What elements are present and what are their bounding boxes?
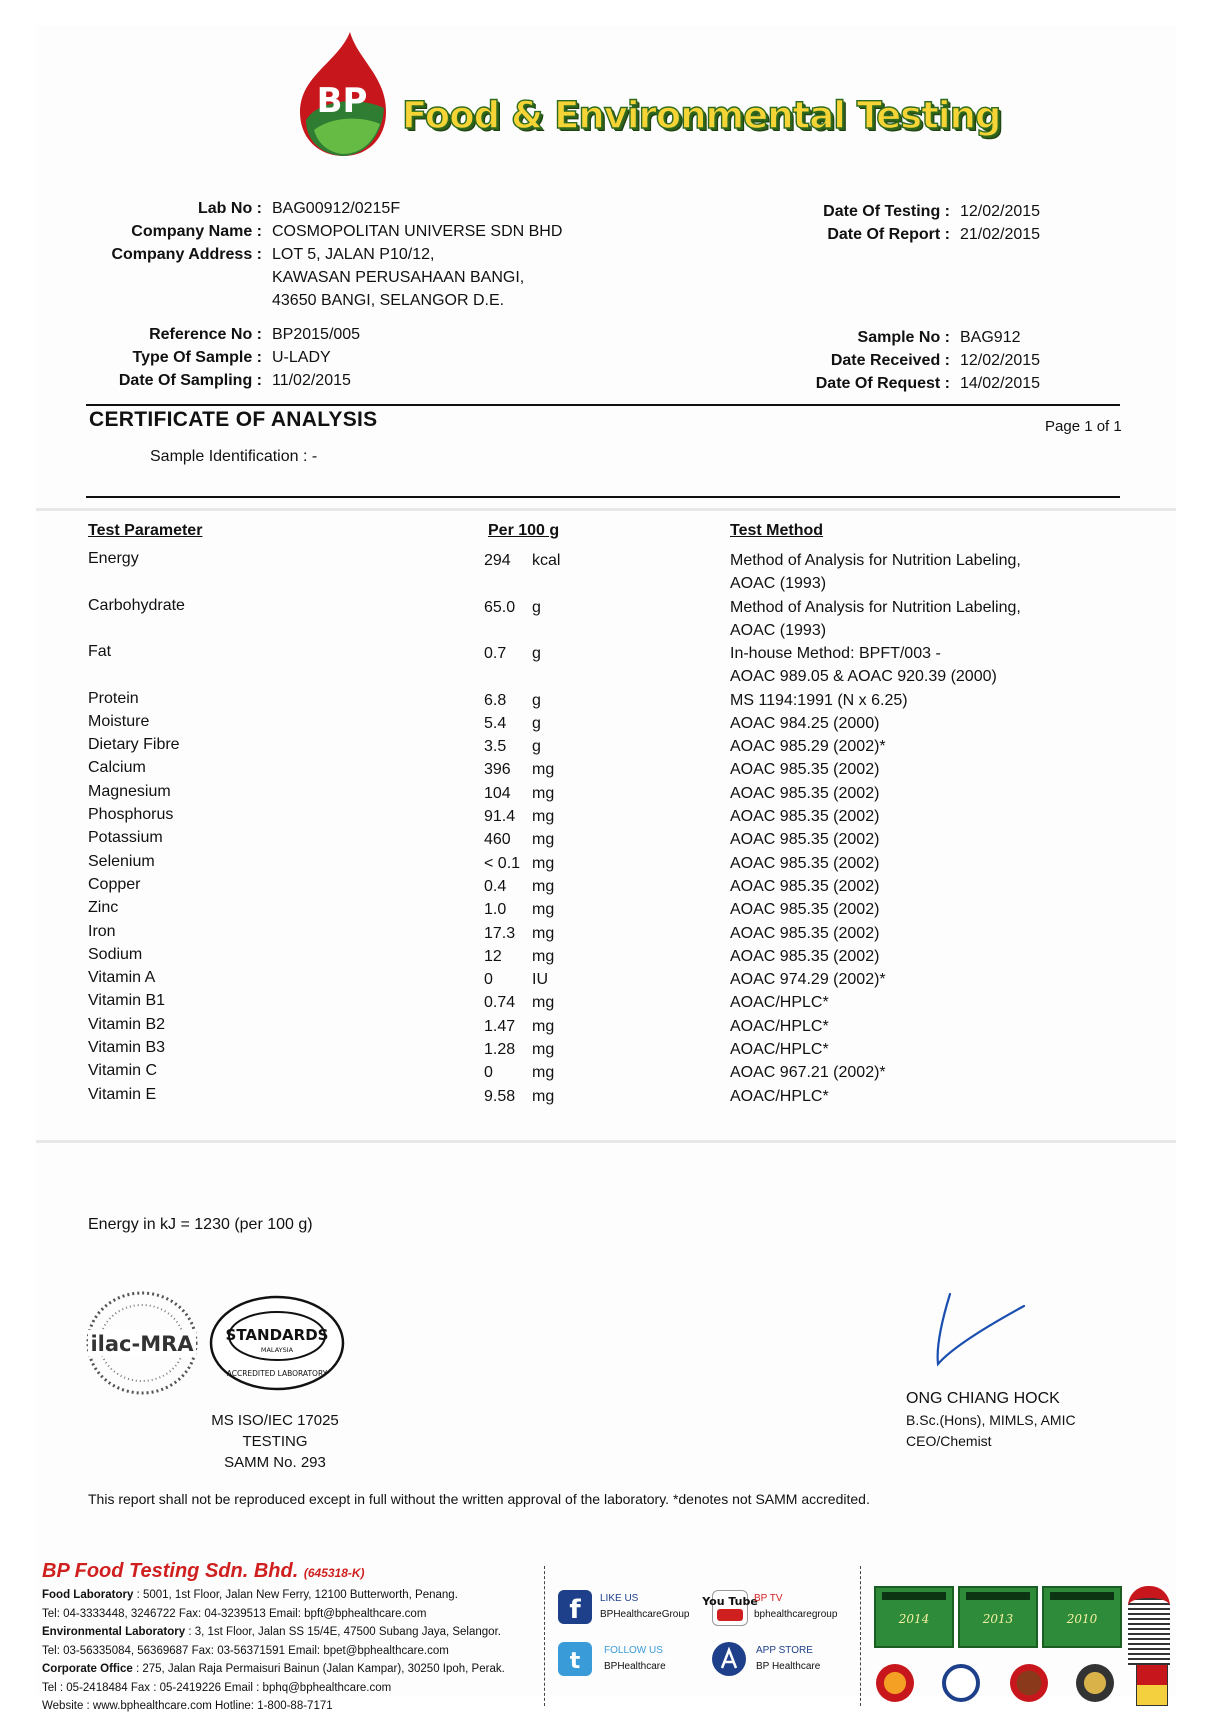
app-store-icon[interactable] — [712, 1642, 746, 1676]
test-method: AOAC 985.35 (2002) — [730, 924, 880, 942]
test-parameter: Energy — [88, 550, 139, 567]
certification-badge-icon — [1010, 1664, 1048, 1702]
test-method: In-house Method: BPFT/003 - — [730, 645, 941, 662]
result-unit: mg — [532, 877, 555, 895]
header-per-100g: Per 100 g — [488, 522, 560, 539]
test-method: AOAC (1993) — [730, 621, 827, 639]
test-parameter: Vitamin B3 — [88, 1039, 166, 1056]
result-value: 0 — [484, 971, 493, 989]
result-value: 9.58 — [484, 1087, 516, 1105]
result-value: 3.5 — [484, 738, 507, 756]
standards-malaysia-seal-icon — [208, 1294, 346, 1392]
info-label: Company Address : — [111, 246, 262, 263]
result-unit: mg — [532, 994, 555, 1012]
info-value: 12/02/2015 — [960, 203, 1041, 220]
social-handle[interactable]: BPHealthcareGroup — [600, 1609, 690, 1620]
footer-separator — [544, 1566, 545, 1706]
ilac-mra-seal-icon — [84, 1290, 200, 1396]
footer-separator — [860, 1566, 861, 1706]
test-parameter: Calcium — [88, 759, 146, 777]
test-method: AOAC 989.05 & AOAC 920.39 (2000) — [730, 668, 997, 685]
test-parameter: Sodium — [88, 945, 143, 963]
info-value: BP2015/005 — [272, 326, 361, 343]
winner-award-icon — [1136, 1664, 1168, 1706]
test-parameter: Zinc — [88, 899, 119, 917]
result-unit: IU — [532, 971, 548, 989]
divider — [86, 496, 1120, 498]
test-method: AOAC 985.35 (2002) — [730, 831, 880, 849]
result-value: 17.3 — [484, 924, 516, 942]
info-label: Sample No : — [857, 329, 950, 346]
info-label: Date Of Sampling : — [118, 372, 262, 389]
award-badge: 2010 — [1042, 1586, 1122, 1648]
info-label: Date Of Report : — [827, 226, 950, 243]
test-method: AOAC 985.35 (2002) — [730, 877, 880, 895]
result-unit: g — [532, 691, 541, 709]
info-label: Company Name : — [131, 223, 262, 240]
result-value: 294 — [484, 552, 511, 569]
result-unit: mg — [532, 854, 555, 872]
result-value: 6.8 — [484, 691, 507, 709]
test-method: AOAC 985.35 (2002) — [730, 901, 880, 919]
test-parameter: Selenium — [88, 852, 155, 870]
certificate-title: CERTIFICATE OF ANALYSIS — [89, 408, 378, 431]
social-handle[interactable]: BP Healthcare — [756, 1661, 821, 1672]
test-method: AOAC 985.35 (2002) — [730, 761, 880, 779]
result-value: 5.4 — [484, 714, 507, 732]
test-method: AOAC 985.35 (2002) — [730, 784, 880, 802]
test-parameter: Carbohydrate — [88, 596, 185, 614]
info-value: LOT 5, JALAN P10/12, — [272, 246, 435, 263]
footer-contact-line: Website : www.bphealthcare.com Hotline: 1-800-88-7171 — [42, 1700, 333, 1712]
certification-badge-icon — [1076, 1664, 1114, 1702]
result-unit: mg — [532, 1017, 555, 1035]
result-value: 1.47 — [484, 1017, 516, 1035]
test-parameter: Vitamin C — [88, 1062, 158, 1080]
result-value: 12 — [484, 947, 502, 965]
signature-icon — [920, 1290, 1030, 1370]
result-value: 0.74 — [484, 994, 516, 1012]
social-title: FOLLOW US — [604, 1645, 663, 1656]
divider — [86, 404, 1120, 406]
test-method: AOAC 985.35 (2002) — [730, 854, 880, 872]
certification-badge-icon — [942, 1664, 980, 1702]
result-unit: mg — [532, 901, 555, 919]
test-method: AOAC (1993) — [730, 575, 827, 592]
info-value: KAWASAN PERUSAHAAN BANGI, — [272, 269, 525, 286]
accreditation-line: MS ISO/IEC 17025 — [211, 1412, 339, 1429]
accreditation-line: TESTING — [242, 1433, 308, 1450]
facebook-icon[interactable] — [558, 1590, 592, 1624]
test-method: MS 1194:1991 (N x 6.25) — [730, 691, 908, 709]
info-label: Type Of Sample : — [132, 349, 262, 366]
test-method: AOAC 985.35 (2002) — [730, 947, 880, 965]
standards-sub: MALAYSIA — [260, 1346, 294, 1354]
result-value: 104 — [484, 784, 511, 802]
info-value: BAG00912/0215F — [272, 200, 401, 217]
result-unit: g — [532, 738, 541, 756]
energy-kj-note: Energy in kJ = 1230 (per 100 g) — [88, 1216, 313, 1233]
result-unit: mg — [532, 1087, 555, 1105]
footer-contact-line: Tel : 05-2418484 Fax : 05-2419226 Email : bphq@bphealthcare.com — [42, 1681, 392, 1694]
youtube-icon[interactable] — [702, 1590, 758, 1626]
info-label: Lab No : — [198, 200, 262, 217]
test-parameter: Vitamin E — [88, 1085, 157, 1103]
footer-company-name: BP Food Testing Sdn. Bhd. — [42, 1560, 299, 1582]
result-unit: g — [532, 714, 541, 732]
social-handle[interactable]: BPHealthcare — [604, 1661, 666, 1672]
paper-fold-line — [36, 508, 1176, 511]
test-parameter: Dietary Fibre — [88, 736, 180, 754]
test-parameter: Vitamin B2 — [88, 1015, 166, 1033]
info-value: 14/02/2015 — [960, 375, 1041, 392]
info-value: 12/02/2015 — [960, 352, 1041, 369]
test-method: AOAC 984.25 (2000) — [730, 714, 880, 732]
standards-label: STANDARDS — [225, 1326, 329, 1344]
header-test-method: Test Method — [730, 522, 824, 539]
sample-identification: Sample Identification : - — [150, 448, 318, 465]
svg-text:f: f — [569, 1595, 581, 1625]
test-method: AOAC/HPLC* — [730, 1087, 829, 1105]
footer-contact-line: Environmental Laboratory : 3, 1st Floor, Jalan SS 15/4E, 47500 Subang Jaya, Selangor. — [42, 1626, 501, 1638]
disclaimer: This report shall not be reproduced except in full without the written approval of the laboratory. *denotes not SAMM accredited. — [88, 1491, 870, 1507]
result-value: 1.28 — [484, 1041, 516, 1058]
test-parameter: Fat — [88, 643, 112, 660]
accreditation-line: SAMM No. 293 — [224, 1454, 326, 1471]
info-label: Date Received : — [830, 352, 950, 369]
result-value: 65.0 — [484, 598, 516, 616]
result-value: 0.7 — [484, 645, 507, 662]
header-test-parameter: Test Parameter — [88, 522, 203, 539]
footer-contact-line: Food Laboratory : 5001, 1st Floor, Jalan New Ferry, 12100 Butterworth, Penang. — [42, 1589, 458, 1601]
test-parameter: Iron — [88, 922, 116, 940]
result-value: 0 — [484, 1064, 493, 1082]
result-unit: mg — [532, 831, 555, 849]
info-value: 43650 BANGI, SELANGOR D.E. — [272, 292, 505, 309]
result-unit: mg — [532, 761, 555, 779]
result-value: 396 — [484, 761, 511, 779]
result-unit: mg — [532, 1041, 555, 1058]
test-parameter: Moisture — [88, 712, 150, 730]
result-value: 1.0 — [484, 901, 507, 919]
social-title: APP STORE — [756, 1645, 813, 1656]
result-unit: mg — [532, 947, 555, 965]
page-number: Page 1 of 1 — [1045, 418, 1122, 435]
info-label: Date Of Request : — [815, 375, 950, 392]
brand-title: Food & Environmental Testing — [402, 94, 1001, 137]
signer-qualifications: B.Sc.(Hons), MIMLS, AMIC — [906, 1412, 1076, 1428]
test-method: AOAC 967.21 (2002)* — [730, 1064, 886, 1082]
certification-badge-icon — [876, 1664, 914, 1702]
test-parameter: Protein — [88, 689, 139, 707]
ilac-label: ilac-MRA — [90, 1332, 194, 1356]
social-title: BP TV — [754, 1593, 783, 1604]
standards-ring: ACCREDITED LABORATORY — [226, 1369, 328, 1378]
footer-reg-no: (645318-K) — [303, 1566, 365, 1580]
footer-contact-line: Tel: 03-56335084, 56369687 Fax: 03-56371591 Email: bpet@bphealthcare.com — [42, 1644, 449, 1657]
result-unit: mg — [532, 784, 555, 802]
test-parameter: Magnesium — [88, 782, 171, 800]
test-method: AOAC 985.29 (2002)* — [730, 738, 886, 756]
footer-company — [42, 1560, 365, 1583]
result-unit: mg — [532, 808, 555, 825]
test-parameter: Vitamin B1 — [88, 992, 166, 1010]
footer-contact-line: Tel: 04-3333448, 3246722 Fax: 04-3239513 Email: bpft@bphealthcare.com — [42, 1607, 427, 1620]
result-unit: g — [532, 598, 541, 616]
test-method: AOAC 974.29 (2002)* — [730, 971, 886, 989]
info-label: Date Of Testing : — [823, 203, 950, 220]
test-parameter: Potassium — [88, 829, 163, 847]
social-handle[interactable]: bphealthcaregroup — [754, 1609, 838, 1620]
twitter-icon[interactable] — [558, 1642, 592, 1676]
info-value: U-LADY — [272, 349, 331, 366]
youtube-text: You Tube — [702, 1595, 758, 1608]
result-value: 91.4 — [484, 808, 516, 825]
award-badge: 2014 — [874, 1586, 954, 1648]
result-value: < 0.1 — [484, 854, 521, 872]
info-value: BAG912 — [960, 329, 1021, 346]
logo-letters: BP — [316, 81, 368, 121]
svg-text:t: t — [569, 1649, 581, 1674]
test-method: AOAC 985.35 (2002) — [730, 808, 880, 825]
bp-logo-icon — [288, 30, 398, 160]
signer-name: ONG CHIANG HOCK — [906, 1390, 1060, 1407]
test-method: AOAC/HPLC* — [730, 1041, 829, 1058]
test-method: Method of Analysis for Nutrition Labeling, — [730, 552, 1021, 569]
info-value: 21/02/2015 — [960, 226, 1041, 243]
test-parameter: Copper — [88, 875, 141, 893]
result-value: 460 — [484, 831, 511, 849]
paper-fold-line — [36, 1140, 1176, 1143]
result-unit: g — [532, 645, 541, 662]
result-unit: mg — [532, 1064, 555, 1082]
signer-title: CEO/Chemist — [906, 1433, 992, 1449]
footer-contact-line: Corporate Office : 275, Jalan Raja Permaisuri Bainun (Jalan Kampar), 30250 Ipoh, Perak. — [42, 1663, 505, 1675]
standards-award-icon — [1128, 1586, 1170, 1668]
test-parameter: Vitamin A — [88, 969, 156, 987]
info-label: Reference No : — [149, 326, 262, 343]
info-value: 11/02/2015 — [272, 372, 351, 389]
test-method: AOAC/HPLC* — [730, 1017, 829, 1035]
result-unit: mg — [532, 924, 555, 942]
award-badge: 2013 — [958, 1586, 1038, 1648]
result-unit: kcal — [532, 552, 561, 569]
test-parameter: Phosphorus — [88, 806, 174, 823]
info-value: COSMOPOLITAN UNIVERSE SDN BHD — [272, 223, 563, 240]
test-method: Method of Analysis for Nutrition Labeling, — [730, 598, 1021, 616]
test-method: AOAC/HPLC* — [730, 994, 829, 1012]
result-value: 0.4 — [484, 877, 507, 895]
social-title: LIKE US — [600, 1593, 639, 1604]
